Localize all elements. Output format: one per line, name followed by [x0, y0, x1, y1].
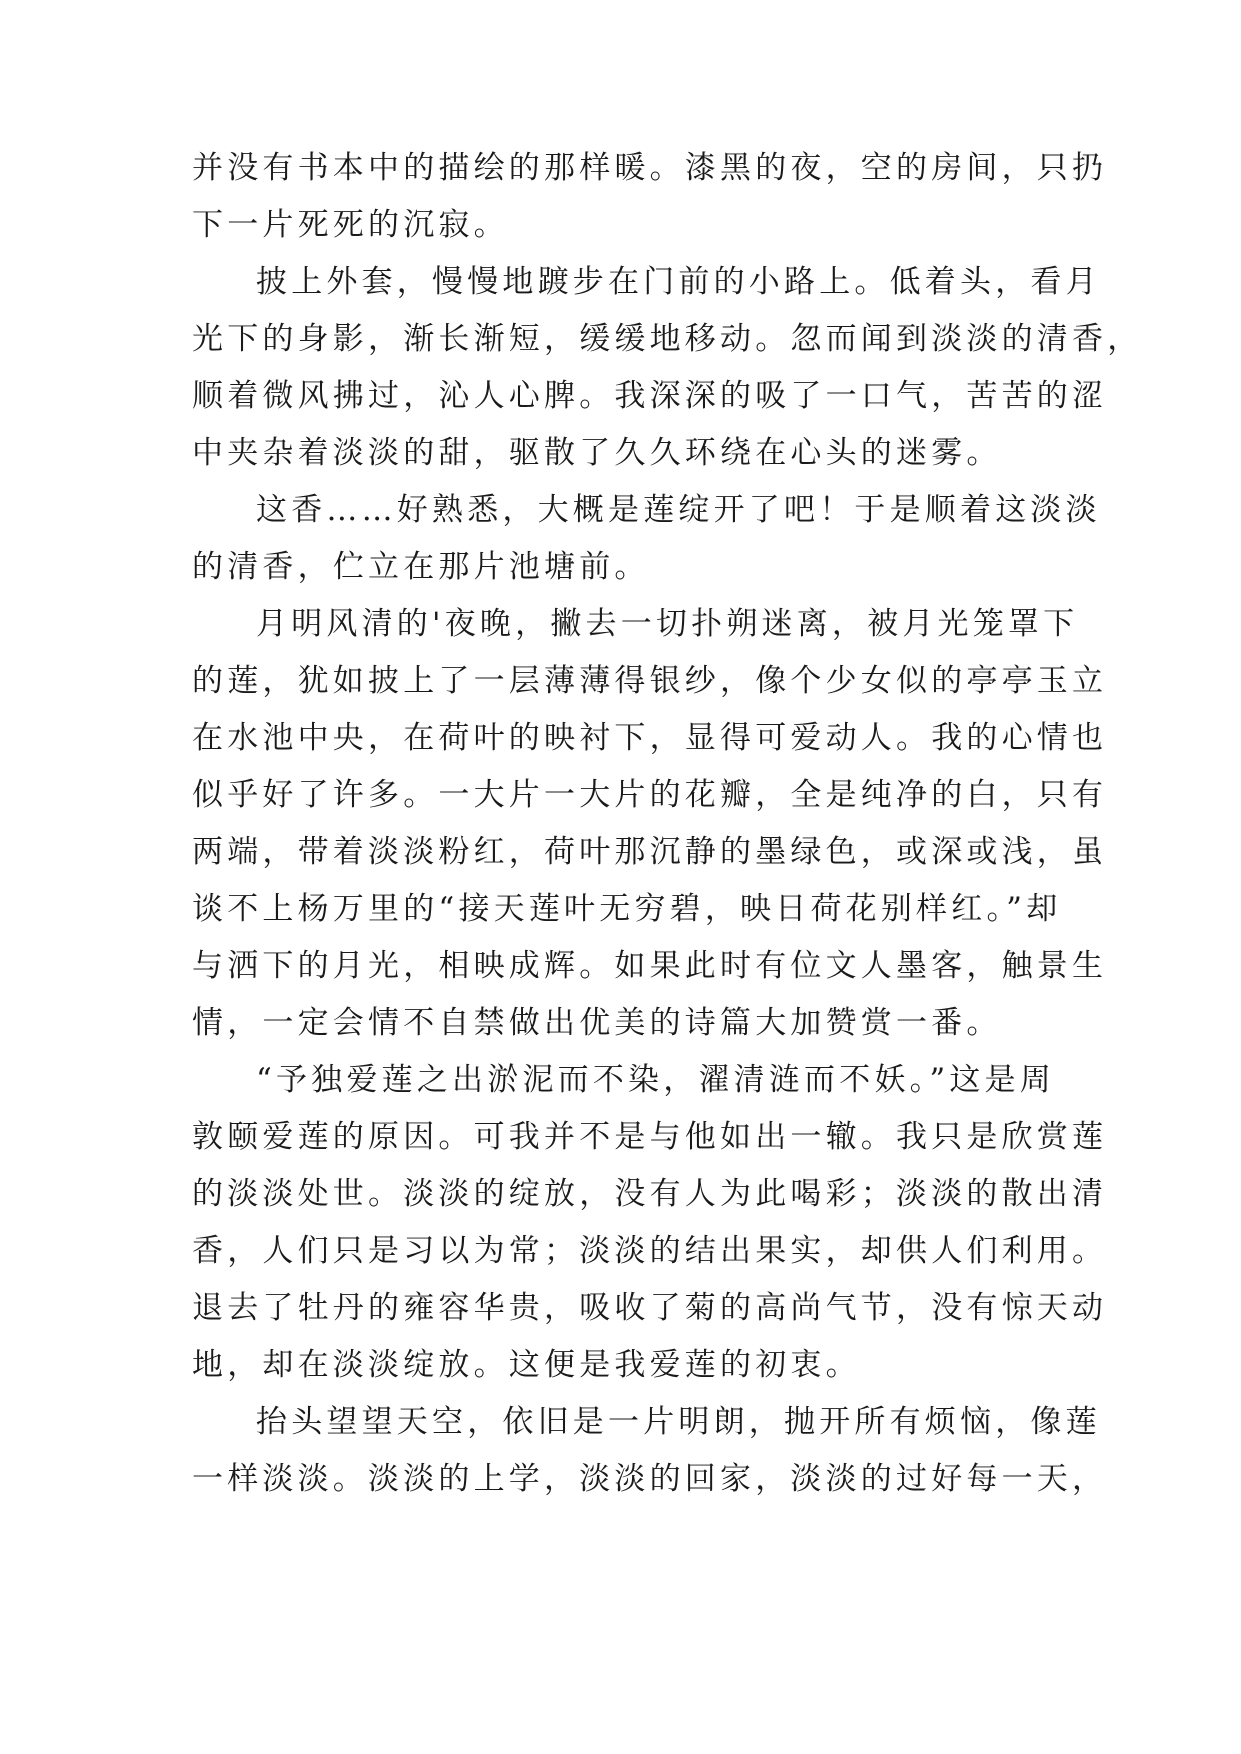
text-line: 的清香，伫立在那片池塘前。 [192, 549, 650, 585]
text-line: 地，却在淡淡绽放。这便是我爱莲的初衷。 [192, 1347, 861, 1383]
text-line: 月明风清的'夜晚，撇去一切扑朔迷离，被月光笼罩下 [256, 606, 1079, 642]
text-line: “予独爱莲之出淤泥而不染，濯清涟而不妖。”这是周 [256, 1062, 1055, 1098]
text-line: 谈不上杨万里的“接天莲叶无穷碧，映日荷花别样红。”却 [192, 891, 1062, 927]
text-line: 似乎好了许多。一大片一大片的花瓣，全是纯净的白，只有 [192, 777, 1108, 813]
text-line: 一样淡淡。淡淡的上学，淡淡的回家，淡淡的过好每一天， [192, 1461, 1108, 1497]
text-line: 中夹杂着淡淡的甜，驱散了久久环绕在心头的迷雾。 [192, 435, 1002, 471]
text-line: 在水池中央，在荷叶的映衬下，显得可爱动人。我的心情也 [192, 720, 1108, 756]
text-line: 敦颐爱莲的原因。可我并不是与他如出一辙。我只是欣赏莲 [192, 1119, 1108, 1155]
text-line: 情，一定会情不自禁做出优美的诗篇大加赞赏一番。 [192, 1005, 1002, 1041]
text-line: 这香……好熟悉，大概是莲绽开了吧！于是顺着这淡淡 [256, 492, 1101, 528]
text-line: 退去了牡丹的雍容华贵，吸收了菊的高尚气节，没有惊天动 [192, 1290, 1108, 1326]
text-line: 披上外套，慢慢地踱步在门前的小路上。低着头，看月 [256, 264, 1101, 300]
text-line: 下一片死死的沉寂。 [192, 207, 509, 243]
text-line: 的淡淡处世。淡淡的绽放，没有人为此喝彩；淡淡的散出清 [192, 1176, 1108, 1212]
text-line: 光下的身影，渐长渐短，缓缓地移动。忽而闻到淡淡的清香， [192, 321, 1143, 357]
text-line: 的莲，犹如披上了一层薄薄得银纱，像个少女似的亭亭玉立 [192, 663, 1108, 699]
text-line: 与洒下的月光，相映成辉。如果此时有位文人墨客，触景生 [192, 948, 1108, 984]
text-line: 顺着微风拂过，沁人心脾。我深深的吸了一口气，苦苦的涩 [192, 378, 1108, 414]
text-line: 香，人们只是习以为常；淡淡的结出果实，却供人们利用。 [192, 1233, 1108, 1269]
text-line: 抬头望望天空，依旧是一片明朗，抛开所有烦恼，像莲 [256, 1404, 1101, 1440]
text-line: 并没有书本中的描绘的那样暖。漆黑的夜，空的房间，只扔 [192, 150, 1108, 186]
text-line: 两端，带着淡淡粉红，荷叶那沉静的墨绿色，或深或浅，虽 [192, 834, 1108, 870]
